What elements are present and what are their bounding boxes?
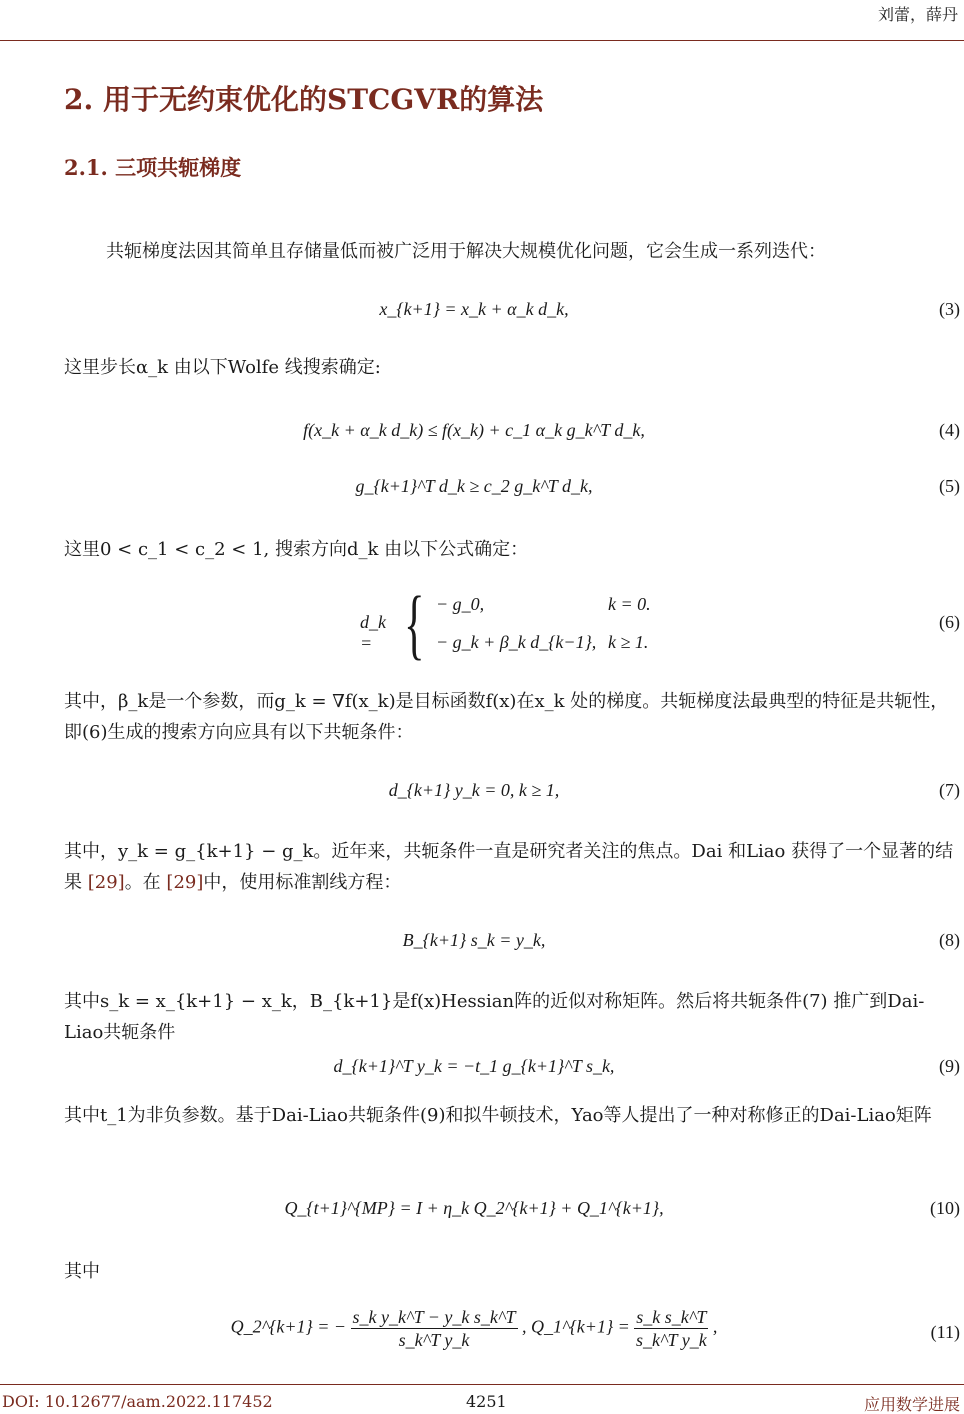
paragraph-8: 其中 bbox=[64, 1261, 100, 1282]
equation-7: d_{k+1} y_k = 0, k ≥ 1, bbox=[388, 780, 560, 800]
paragraph-5-text-c: 中，使用标准割线方程： bbox=[203, 872, 402, 893]
equation-11-fraction-2 bbox=[634, 1306, 708, 1351]
footer-doi[interactable]: DOI: 10.12677/aam.2022.117452 bbox=[2, 1392, 273, 1411]
header-rule bbox=[0, 40, 964, 41]
equation-5: g_{k+1}^T d_k ≥ c_2 g_k^T d_k, bbox=[355, 476, 593, 496]
fraction-2-numerator: s_k s_k^T bbox=[636, 1307, 707, 1327]
equation-number-7: (7) bbox=[939, 780, 960, 800]
equation-3: x_{k+1} = x_k + α_k d_k, bbox=[379, 299, 569, 319]
equation-number-11: (11) bbox=[930, 1322, 960, 1342]
footer-page-number: 4251 bbox=[466, 1392, 507, 1411]
header-authors: 刘蕾，薛丹 bbox=[877, 5, 958, 24]
equation-number-9: (9) bbox=[939, 1056, 960, 1076]
paragraph-7: 其中t_1为非负参数。基于Dai-Liao共轭条件(9)和拟牛顿技术，Yao等人提出了一种对称修正的Dai-Liao矩阵 bbox=[64, 1105, 932, 1126]
citation-link-29-b[interactable]: [29] bbox=[166, 872, 204, 893]
section-title: 2. 用于无约束优化的STCGVR的算法 bbox=[64, 83, 544, 116]
paragraph-3: 这里0 < c_1 < c_2 < 1, 搜索方向d_k 由以下公式确定： bbox=[64, 539, 529, 560]
fraction-1-denominator: s_k^T y_k bbox=[398, 1330, 470, 1350]
paragraph-5 bbox=[64, 836, 962, 898]
equation-11-fraction-1 bbox=[351, 1306, 518, 1351]
paragraph-5-text-a: 其中，y_k = g_{k+1} − g_k。近年来，共轭条件一直是研究者关注的焦点。Dai 和Liao 获得了一个显著的结果 bbox=[64, 841, 954, 893]
equation-11-middle: , Q_1^{k+1} = bbox=[522, 1316, 630, 1337]
equation-number-4: (4) bbox=[939, 420, 960, 440]
equation-11-lhs: Q_2^{k+1} = − bbox=[230, 1316, 347, 1337]
equation-number-5: (5) bbox=[939, 476, 960, 496]
citation-link-29[interactable]: [29] bbox=[87, 872, 125, 893]
equation-9: d_{k+1}^T y_k = −t_1 g_{k+1}^T s_k, bbox=[333, 1056, 615, 1076]
footer-rule bbox=[0, 1384, 964, 1385]
fraction-1-numerator: s_k y_k^T − y_k s_k^T bbox=[352, 1307, 516, 1327]
equation-8: B_{k+1} s_k = y_k, bbox=[402, 930, 546, 950]
equation-6-case-1: − g_0, bbox=[436, 594, 485, 614]
equation-11-end: , bbox=[712, 1316, 718, 1337]
equation-number-8: (8) bbox=[939, 930, 960, 950]
equation-11 bbox=[64, 1306, 884, 1351]
equation-6-case-2: − g_k + β_k d_{k−1}, bbox=[436, 632, 597, 652]
footer-journal: 应用数学进展 bbox=[863, 1395, 960, 1414]
paragraph-5-text-b: 。在 bbox=[124, 872, 167, 893]
paragraph-1: 共轭梯度法因其简单且存储量低而被广泛用于解决大规模优化问题，它会生成一系列迭代： bbox=[106, 241, 826, 262]
paragraph-4: 其中，β_k是一个参数，而g_k = ∇f(x_k)是目标函数f(x)在x_k 处的梯度。共轭梯度法最典型的特征是共轭性，即(6)生成的搜索方向应具有以下共轭条件： bbox=[64, 691, 949, 743]
subsection-title: 2.1. 三项共轭梯度 bbox=[64, 155, 242, 180]
equation-6-condition-2: k ≥ 1. bbox=[608, 632, 649, 652]
fraction-2-denominator: s_k^T y_k bbox=[635, 1330, 707, 1350]
paragraph-6: 其中s_k = x_{k+1} − x_k，B_{k+1}是f(x)Hessian阵的近似对称矩阵。然后将共轭条件(7) 推广到Dai-Liao共轭条件 bbox=[64, 991, 925, 1043]
equation-number-6: (6) bbox=[939, 612, 960, 632]
equation-10: Q_{t+1}^{MP} = I + η_k Q_2^{k+1} + Q_1^{k+1}, bbox=[284, 1198, 664, 1218]
left-brace: { bbox=[404, 580, 425, 667]
equation-6-condition-1: k = 0. bbox=[608, 594, 651, 614]
equation-number-3: (3) bbox=[939, 299, 960, 319]
equation-6-lhs: d_k = bbox=[360, 612, 386, 653]
equation-4: f(x_k + α_k d_k) ≤ f(x_k) + c_1 α_k g_k^T d_k, bbox=[303, 420, 645, 440]
equation-number-10: (10) bbox=[930, 1198, 960, 1218]
paragraph-2: 这里步长α_k 由以下Wolfe 线搜索确定: bbox=[64, 357, 381, 378]
